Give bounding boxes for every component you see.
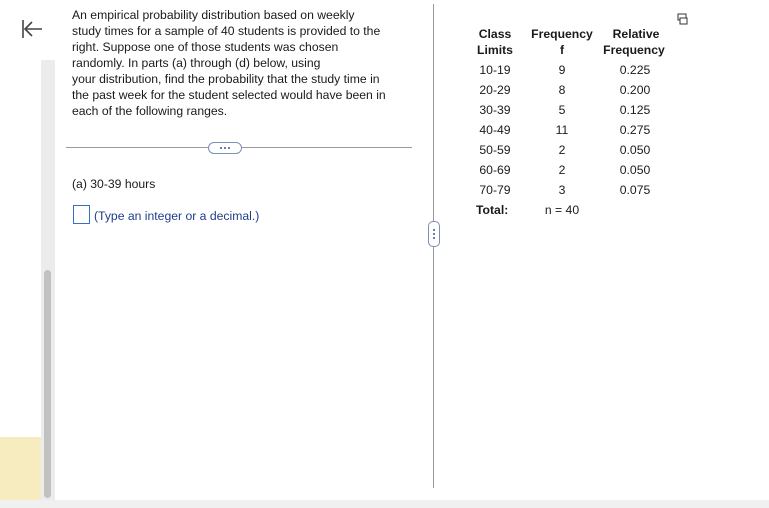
- cell-frequency: 9: [558, 63, 566, 77]
- copy-icon[interactable]: [677, 13, 689, 25]
- cell-relative: 0.225: [619, 63, 651, 77]
- cell-frequency: 11: [555, 123, 569, 137]
- rail-highlight: [0, 437, 41, 500]
- question-line: study times for a sample of 40 students is provided to the: [72, 24, 381, 38]
- cell-limits: 30-39: [479, 103, 511, 117]
- more-dots-icon: [220, 147, 230, 149]
- resize-handle-icon: [433, 229, 435, 239]
- cell-limits: 60-69: [479, 163, 511, 177]
- cell-frequency: 3: [558, 183, 566, 197]
- cell-relative: 0.050: [619, 163, 651, 177]
- question-line: each of the following ranges.: [72, 104, 228, 118]
- resize-handle[interactable]: [428, 221, 440, 247]
- question-line: randomly. In parts (a) through (d) below, using: [72, 56, 321, 70]
- cell-frequency: 5: [558, 103, 566, 117]
- header-frequency-1: Frequency: [531, 27, 593, 41]
- answer-input[interactable]: [73, 205, 90, 224]
- cell-relative: 0.075: [619, 183, 651, 197]
- bottom-bar: [0, 500, 769, 508]
- header-class-limits-1: Class: [478, 27, 512, 41]
- question-pane: [56, 0, 432, 500]
- cell-relative: 0.275: [619, 123, 651, 137]
- cell-frequency: 2: [558, 163, 566, 177]
- cell-limits: 50-59: [479, 143, 511, 157]
- answer-hint: (Type an integer or a decimal.): [94, 209, 260, 223]
- cell-limits: 20-29: [479, 83, 511, 97]
- question-line: your distribution, find the probability that the study time in: [72, 72, 380, 86]
- cell-relative: 0.050: [619, 143, 651, 157]
- header-relative-1: Relative: [612, 27, 660, 41]
- header-class-limits-2: Limits: [477, 43, 513, 57]
- question-line: An empirical probability distribution based on weekly: [72, 8, 355, 22]
- cell-limits: 70-79: [479, 183, 511, 197]
- question-line: the past week for the student selected would have been in: [72, 88, 386, 102]
- collapse-left-icon[interactable]: [20, 17, 44, 41]
- cell-frequency: 8: [558, 83, 566, 97]
- header-relative-2: Frequency: [603, 43, 665, 57]
- total-value: n = 40: [544, 203, 580, 217]
- question-text: [72, 7, 412, 119]
- scrollbar-thumb[interactable]: [44, 270, 51, 498]
- cell-relative: 0.200: [619, 83, 651, 97]
- expand-button[interactable]: [208, 142, 242, 154]
- total-label: Total:: [476, 203, 509, 217]
- cell-relative: 0.125: [619, 103, 651, 117]
- part-a-label: (a) 30-39 hours: [72, 177, 156, 191]
- question-line: right. Suppose one of those students was chosen: [72, 40, 339, 54]
- cell-limits: 40-49: [479, 123, 511, 137]
- cell-limits: 10-19: [479, 63, 511, 77]
- left-rail: [0, 0, 41, 508]
- cell-frequency: 2: [558, 143, 566, 157]
- header-frequency-2: f: [559, 43, 565, 57]
